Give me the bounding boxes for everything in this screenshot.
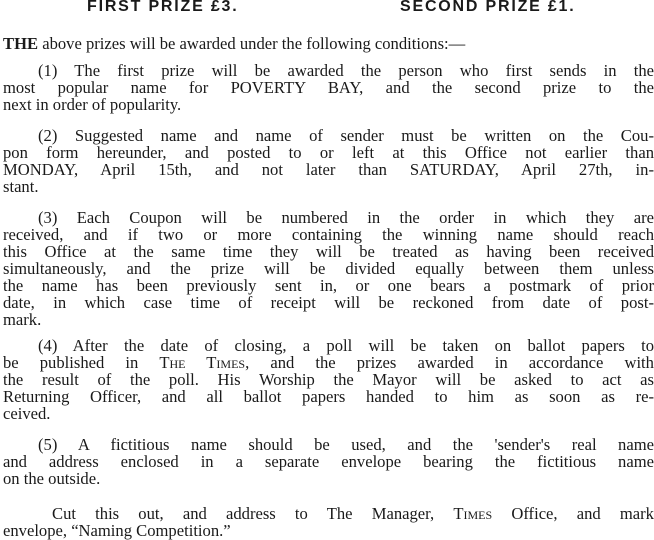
paragraph-line: Returning Officer, and all ballot papers handed to him as soon as re-	[3, 387, 654, 406]
paragraph-line: the name has been previously sent in, or one bears a postmark of prior	[3, 276, 654, 295]
intro-lead-word: THE	[3, 34, 39, 53]
paragraph-line: most popular name for POVERTY BAY, and the second prize to the	[3, 78, 654, 97]
paragraph-line: ceived.	[3, 404, 51, 423]
paragraph-line: envelope, “Naming Competition.”	[3, 521, 231, 540]
paragraph-line: pon form hereunder, and posted to or left at this Office not earlier than	[3, 143, 654, 162]
second-prize-heading: SECOND PRIZE £1.	[400, 0, 576, 15]
paragraph-line: next in order of popularity.	[3, 95, 182, 114]
prize-heading	[0, 0, 654, 17]
text-run: be published in	[3, 353, 139, 372]
paragraph-line: mark.	[3, 310, 42, 329]
paragraph-line: on the outside.	[3, 469, 101, 488]
text-run: Office, and mark	[511, 504, 654, 523]
text-run: , and the prizes awarded in accordance with	[245, 353, 654, 372]
first-prize-heading: FIRST PRIZE £3.	[87, 0, 239, 15]
paragraph-line: and address enclosed in a separate envelope bearing the fictitious name	[3, 452, 654, 471]
paragraph-line: (2) Suggested name and name of sender must be written on the Cou-	[38, 126, 654, 145]
paragraph-line: (4) After the date of closing, a poll will be taken on ballot papers to	[38, 336, 654, 355]
paragraph-line: date, in which case time of receipt will be reckoned from date of post-	[3, 293, 654, 312]
newspaper-name: The Times	[159, 353, 246, 372]
paragraph-line: stant.	[3, 177, 39, 196]
paragraph-line: MONDAY, April 15th, and not later than SATURDAY, April 27th, in-	[3, 160, 654, 179]
paragraph-line: the result of the poll. His Worship the Mayor will be asked to act as	[3, 370, 654, 389]
paragraph-line: received, and if two or more containing the winning name should reach	[3, 225, 654, 244]
paragraph-line: (5) A fictitious name should be used, and the 'sender's real name	[38, 435, 654, 454]
text-run: Cut this out, and address to The Manager,	[52, 504, 435, 523]
intro-paragraph	[3, 35, 654, 53]
paragraph-line: (3) Each Coupon will be numbered in the order in which they are	[38, 208, 654, 227]
paragraph-line: (1) The first prize will be awarded the person who first sends in the	[38, 61, 654, 80]
paragraph-line: this Office at the same time they will be treated as having been received	[3, 242, 654, 261]
newspaper-name: Times	[453, 504, 493, 523]
paragraph-line: simultaneously, and the prize will be divided equally between them unless	[3, 259, 654, 278]
intro-text: above prizes will be awarded under the following conditions:—	[42, 34, 466, 53]
